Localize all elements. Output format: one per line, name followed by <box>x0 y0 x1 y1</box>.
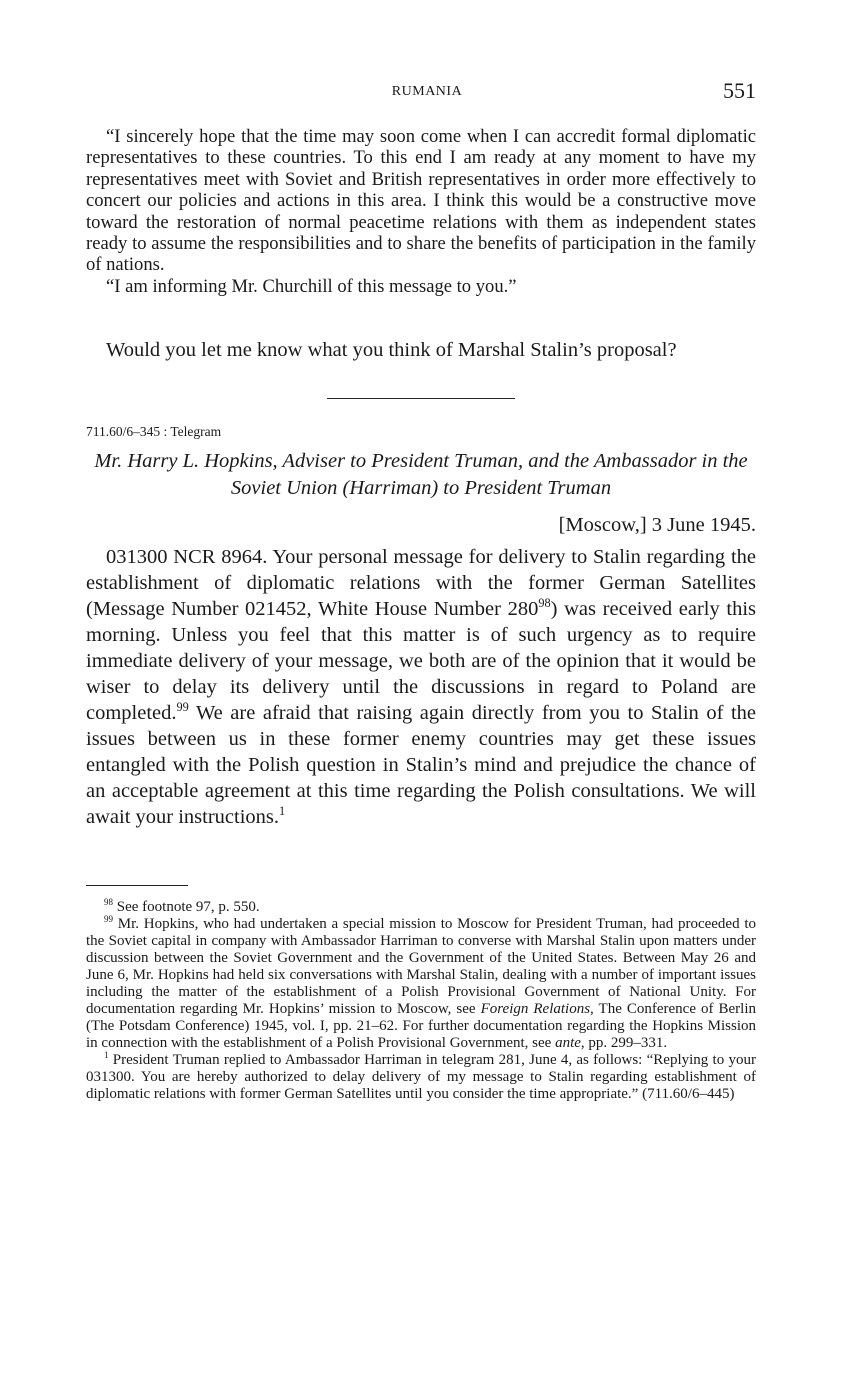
footnote-98 <box>86 899 756 916</box>
footnote-italic: ante <box>555 1035 581 1051</box>
footnote-text: Mr. Hopkins, who had undertaken a special mission to Moscow for President Truman, had proceeded to the Soviet capital in company with Ambassador Harriman to converse with Marshal Stalin upon matters under discussion between the Soviet Government and the Government of the United States. Between May 26 and June 6, Mr. Hopkins had held six conversations with Marshal Stalin, dealing with a number of important issues including the matter of the establishment of a Polish Provisional Government of National Unity. For documentation regarding Mr. Hopkins’ mission to Moscow, see <box>86 916 756 1017</box>
footnote-text: President Truman replied to Ambassador Harriman in telegram 281, June 4, as follows: “Replying to your 031300. You are hereby authorized to delay delivery of my message to Stalin regarding establishment of diplomatic relations with former German Satellites until you consider the time appropriate.” (711.60/6–445) <box>86 1052 756 1102</box>
body-paragraph <box>86 544 756 830</box>
body-text: We are afraid that raising again directly from you to Stalin of the issues between us in these former enemy countries may get these issues entangled with the Polish question in Stalin’s mind and prejudice the chance of an acceptable agreement at this time regarding the Polish consultations. We will await your instructions. <box>86 702 756 828</box>
footnote-rule <box>86 885 188 886</box>
running-header-title: RUMANIA <box>391 84 463 99</box>
footnote-text: See footnote 97, p. 550. <box>113 899 260 915</box>
section-separator <box>327 398 515 399</box>
file-reference: 711.60/6–345 : Telegram <box>86 424 222 439</box>
body-text: 031300 NCR 8964. Your personal message for delivery to Stalin regarding the establishment of diplomatic relations with the former German Satellites (Message Number 021452, White House Number 280 <box>86 546 756 620</box>
page-number: 551 <box>723 78 756 103</box>
quoted-message <box>86 126 756 297</box>
quote-paragraph: “I am informing Mr. Churchill of this message to you.” <box>106 275 517 297</box>
question-paragraph: Would you let me know what you think of Marshal Stalin’s proposal? <box>106 339 677 361</box>
dateline: [Moscow,] 3 June 1945. <box>558 514 756 536</box>
footnote-text: , The Conference of Berlin (The Potsdam Conference) 1945, vol. I, pp. 21–62. For further documentation regarding the Hopkins Mission in connection with the establishment of a Polish Provisional Government, see <box>86 1001 756 1051</box>
body-text: ) was received early this morning. Unless you feel that this matter is of such urgency as to require immediate delivery of your message, we both are of the opinion that it would be wiser to delay its delivery until the discussions in regard to Poland are completed. <box>86 598 756 724</box>
footnote-text: , pp. 299–331. <box>580 1035 668 1051</box>
footnotes <box>86 899 756 1103</box>
footnote-marker: 99 <box>104 914 113 924</box>
footnote-marker: 1 <box>104 1050 109 1060</box>
closing-question <box>86 337 756 363</box>
footnote-italic: Foreign Relations <box>480 1001 591 1017</box>
footnote-reference: 1 <box>279 804 286 819</box>
footnote-reference: 99 <box>176 700 189 715</box>
document-heading: Mr. Harry L. Hopkins, Adviser to President Truman, and the Ambassador in the Soviet Union (Harriman) to President Truman <box>94 450 748 499</box>
footnote-marker: 98 <box>104 897 113 907</box>
footnote-reference: 98 <box>538 596 551 611</box>
quote-paragraph: “I sincerely hope that the time may soon come when I can accredit formal diplomatic representatives to these countries. To this end I am ready at any moment to have my representatives meet with Soviet and British representatives in order more effectively to concert our policies and actions in this area. I think this would be a constructive move toward the restoration of normal peacetime relations with them as independent states ready to assume the responsibilities and to share the benefits of participation in the family of nations. <box>86 126 756 276</box>
footnote-1 <box>86 1052 756 1103</box>
telegram-body <box>86 544 756 830</box>
footnote-99 <box>86 916 756 1052</box>
